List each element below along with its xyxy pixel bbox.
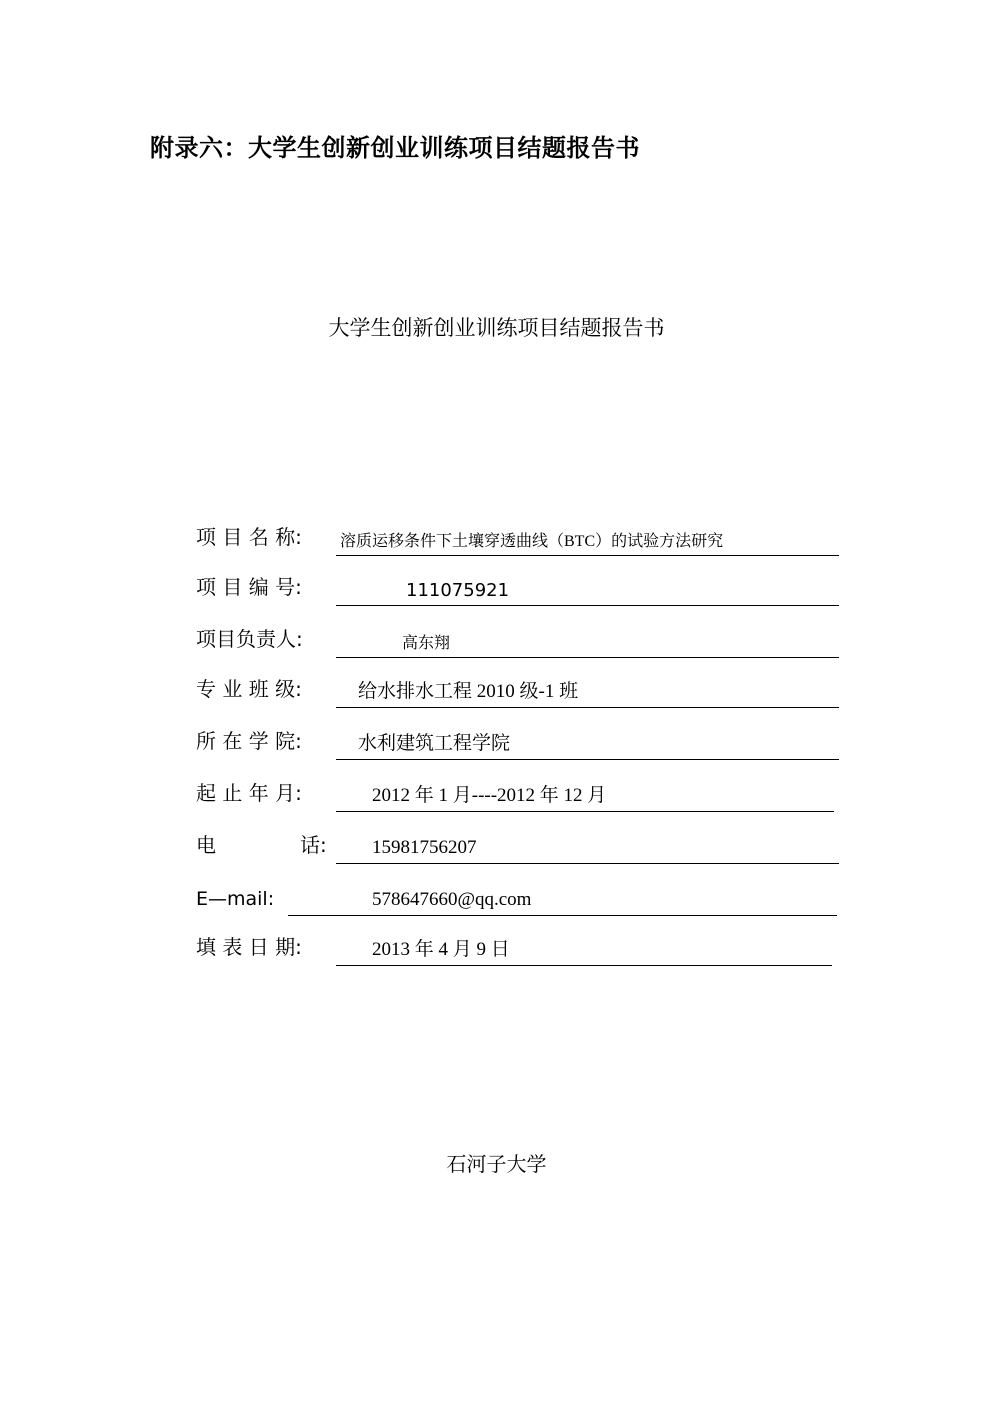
field-underline-period	[336, 781, 834, 812]
field-label-college: 所 在 学 院:	[196, 729, 302, 753]
field-value-phone: 15981756207	[372, 837, 477, 858]
field-value-project-leader: 高东翔	[402, 633, 451, 652]
field-period	[196, 778, 841, 812]
field-label-phone	[196, 829, 327, 858]
field-phone	[196, 830, 841, 864]
field-label-email: E—mail:	[196, 888, 275, 910]
field-label-fill-date: 填 表 日 期:	[196, 935, 302, 959]
field-value-project-number: 111075921	[406, 580, 510, 601]
report-title: 大学生创新创业训练项目结题报告书	[328, 316, 665, 340]
field-value-period: 2012 年 1 月----2012 年 12 月	[372, 785, 607, 806]
field-label-major-class: 专 业 班 级:	[196, 677, 302, 701]
field-underline-fill-date	[336, 935, 832, 966]
appendix-title: 附录六：大学生创新创业训练项目结题报告书	[150, 134, 640, 162]
field-college	[196, 726, 841, 760]
field-project-leader	[196, 624, 841, 658]
field-label-period: 起 止 年 月:	[196, 781, 302, 805]
school-name: 石河子大学	[446, 1154, 547, 1176]
field-label-project-name: 项 目 名 称:	[196, 525, 302, 549]
field-underline-project-leader	[336, 627, 839, 658]
field-value-college: 水利建筑工程学院	[358, 733, 511, 754]
field-project-name	[196, 522, 841, 556]
field-value-major-class: 给水排水工程 2010 级-1 班	[358, 681, 579, 702]
phone-label-char-1: 电	[196, 833, 216, 857]
field-label-project-number: 项 目 编 号:	[196, 575, 302, 599]
phone-label-char-2: 话:	[300, 833, 327, 857]
field-underline-major-class	[336, 677, 839, 708]
field-value-project-name: 溶质运移条件下土壤穿透曲线（BTC）的试验方法研究	[340, 533, 724, 550]
field-project-number	[196, 572, 841, 606]
field-underline-phone	[336, 833, 839, 864]
field-major-class	[196, 674, 841, 708]
field-underline-email	[288, 885, 837, 916]
field-label-project-leader: 项目负责人:	[196, 627, 303, 651]
field-underline-project-number	[336, 575, 839, 606]
field-underline-college	[336, 729, 839, 760]
field-underline-project-name	[336, 525, 839, 556]
field-email	[196, 882, 841, 916]
field-fill-date	[196, 932, 841, 966]
field-value-email: 578647660@qq.com	[372, 889, 532, 910]
field-value-fill-date: 2013 年 4 月 9 日	[372, 939, 510, 960]
